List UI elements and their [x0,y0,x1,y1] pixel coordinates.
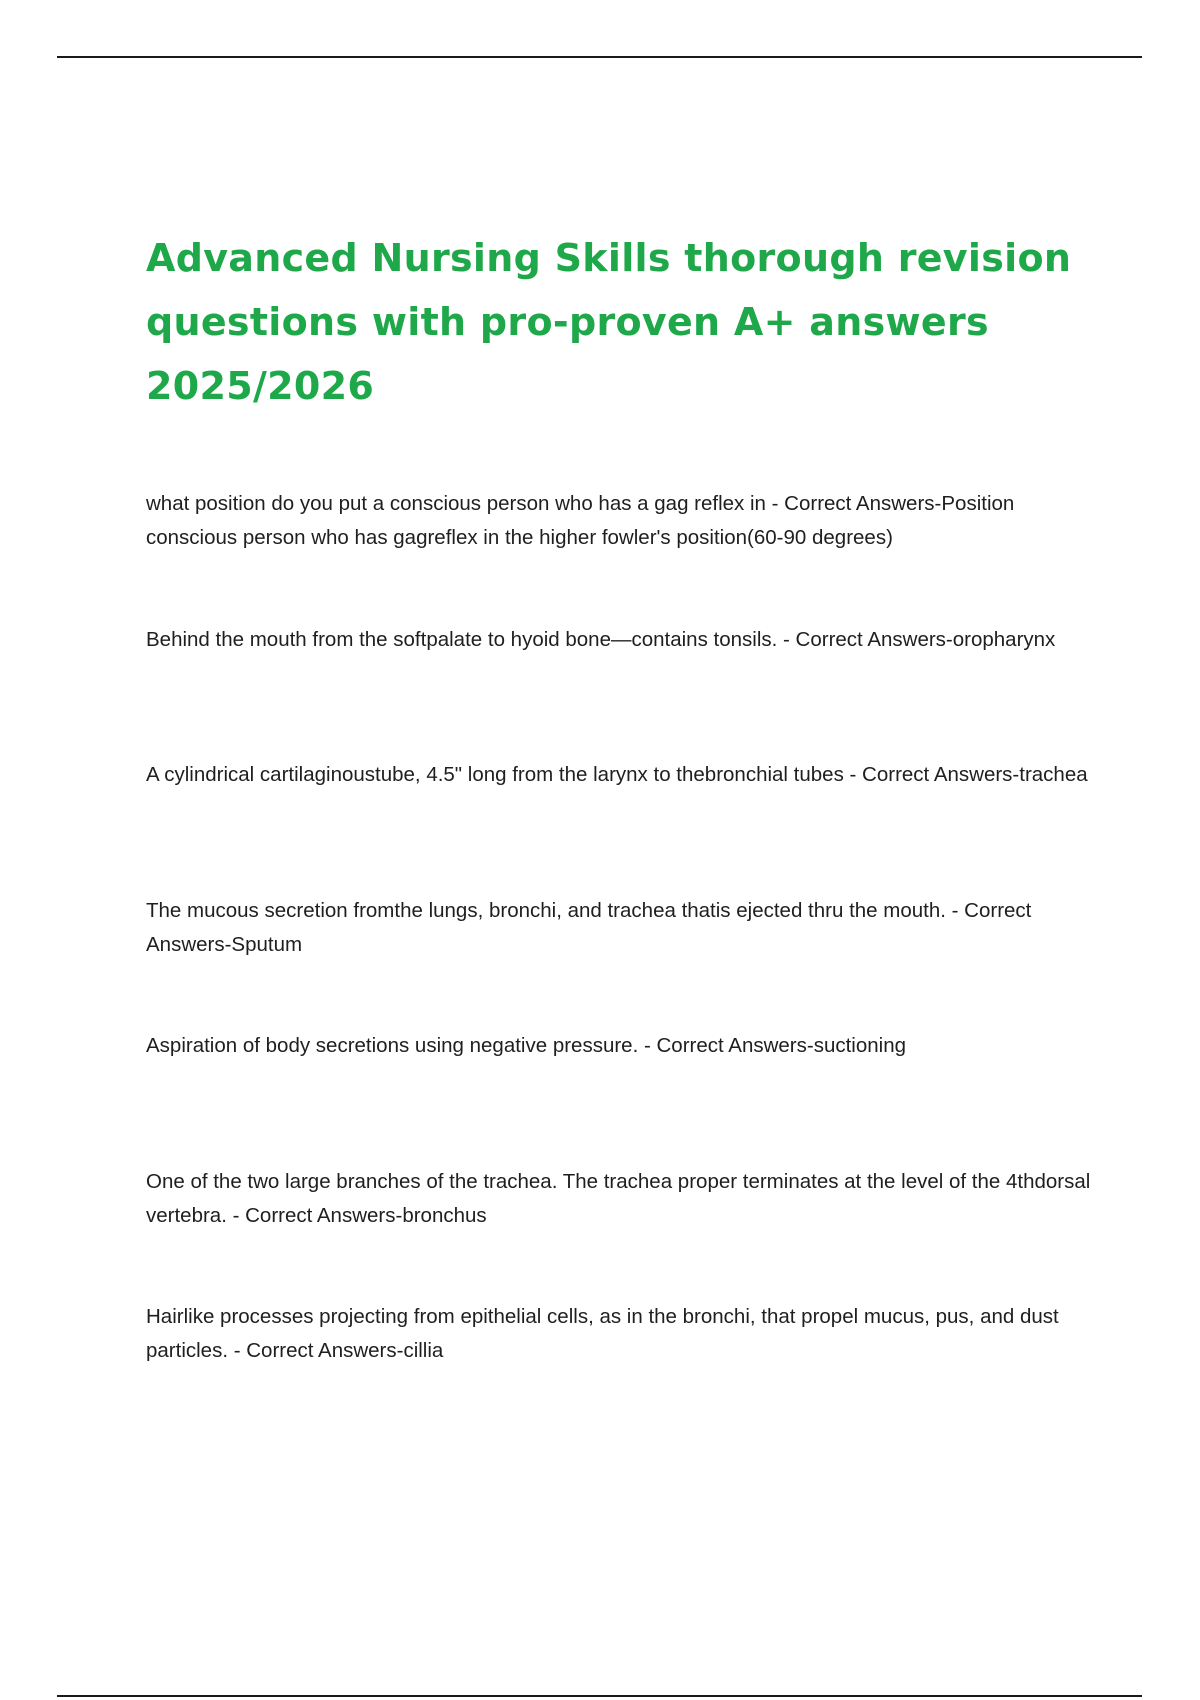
qa-item: Aspiration of body secretions using negative pressure. - Correct Answers-suctioning [146,1034,907,1057]
qa-item: The mucous secretion fromthe lungs, bronchi, and trachea thatis ejected thru the mouth. - Correct Answers-Sputum [146,898,1032,956]
qa-item: A cylindrical cartilaginoustube, 4.5" long from the larynx to thebronchial tubes - Correct Answers-trachea [146,763,1088,786]
document-title: Advanced Nursing Skills thorough revision questions with pro-proven A+ answers 2025/2026 [146,236,1072,408]
qa-item: Behind the mouth from the softpalate to hyoid bone—contains tonsils. - Correct Answers-oropharynx [146,627,1056,651]
qa-item: what position do you put a conscious person who has a gag reflex in - Correct Answers-Position conscious person who has gagreflex in the higher fowler's position(60-90 degrees) [146,492,1015,549]
header-rule [57,56,1142,58]
footer-rule [57,1695,1142,1697]
qa-list [146,487,1096,1436]
qa-item: One of the two large branches of the trachea. The trachea proper terminates at the level of the 4thdorsal vertebra. - Correct Answers-bronchus [146,1169,1091,1227]
qa-item: Hairlike processes projecting from epithelial cells, as in the bronchi, that propel mucus, pus, and dust particles. - Correct Answers-cillia [146,1305,1059,1362]
